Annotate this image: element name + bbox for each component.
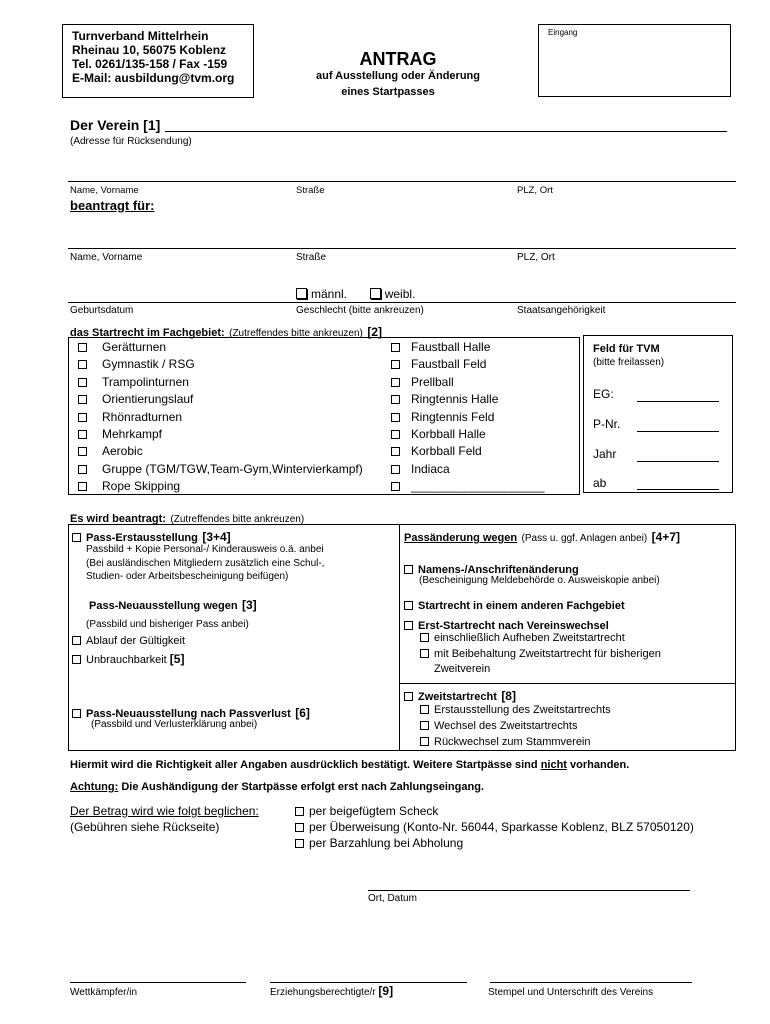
- neu-option-unbrauchbar[interactable]: [72, 652, 184, 666]
- eingang-label: Eingang: [548, 28, 578, 37]
- checkbox[interactable]: [78, 447, 87, 456]
- fachgebiet-item[interactable]: [391, 410, 544, 427]
- payment-option[interactable]: [295, 820, 694, 834]
- achtung-body: Die Aushändigung der Startpässe erfolgt erst nach Zahlungseingang.: [121, 781, 484, 793]
- fachgebiet-item[interactable]: [391, 427, 544, 444]
- payment-option[interactable]: [295, 836, 463, 850]
- erst-line: Passbild + Kopie Personal-/ Kinderausweis o.ä. anbei: [86, 544, 324, 555]
- zweit-sub-option[interactable]: [420, 704, 611, 716]
- tvm-jahr-label: Jahr: [593, 447, 617, 461]
- birth-line[interactable]: [68, 302, 736, 303]
- payment-label: per Überweisung (Konto-Nr. 56044, Sparkasse Koblenz, BLZ 57050120): [309, 820, 694, 834]
- staatsangehoerigkeit-label: Staatsangehörigkeit: [517, 305, 606, 316]
- erst-line: Studien- oder Arbeitsbescheinigung beifügen): [86, 571, 289, 582]
- fachgebiet-item[interactable]: [391, 479, 544, 496]
- namens-title: Namens-/Anschriftenänderung: [418, 564, 579, 576]
- maennl-label: männl.: [311, 287, 348, 301]
- beantragt-fuer-label: beantragt für:: [70, 198, 155, 213]
- erst-ref: [3+4]: [202, 530, 231, 544]
- confirm-part: vorhanden.: [570, 759, 630, 771]
- aenderung-title: Passänderung wegen: [404, 532, 518, 544]
- verein-sign-line[interactable]: [490, 982, 692, 983]
- verein-hint: (Adresse für Rücksendung): [70, 136, 192, 147]
- item-label: Orientierungslauf: [102, 392, 194, 407]
- item-label: Rhönradturnen: [102, 409, 183, 424]
- vereinswechsel-sub-option[interactable]: [420, 632, 625, 644]
- fachgebiet-item[interactable]: [391, 357, 544, 374]
- other-input[interactable]: ____________________: [411, 479, 545, 494]
- verein-name-label: Name, Vorname: [70, 185, 139, 196]
- checkbox[interactable]: [391, 465, 400, 474]
- item-label: Prellball: [411, 374, 454, 389]
- checkbox[interactable]: [391, 343, 400, 352]
- sub-label: Rückwechsel zum Stammverein: [434, 736, 591, 748]
- ablauf-label: Ablauf der Gültigkeit: [86, 635, 186, 647]
- bar-checkbox[interactable]: [295, 839, 304, 848]
- checkbox[interactable]: [420, 633, 429, 642]
- form-title: ANTRAG: [359, 49, 437, 69]
- fachgebiet-item[interactable]: [391, 444, 544, 461]
- item-label: Gerätturnen: [102, 340, 167, 354]
- geschlecht-label: Geschlecht (bitte ankreuzen): [296, 305, 424, 316]
- person-address-line[interactable]: [68, 248, 736, 249]
- fachgebiet-heading-bold: das Startrecht im Fachgebiet:: [70, 327, 225, 339]
- tvm-ab-label: ab: [593, 476, 607, 490]
- checkbox[interactable]: [391, 395, 400, 404]
- verein-sign-label: Stempel und Unterschrift des Vereins: [488, 987, 654, 998]
- item-label: Ringtennis Feld: [411, 409, 495, 424]
- unbrauchbar-checkbox[interactable]: [72, 655, 81, 664]
- person-plz-label: PLZ, Ort: [517, 252, 555, 263]
- checkbox[interactable]: [78, 413, 87, 422]
- item-label: Mehrkampf: [102, 426, 163, 441]
- checkbox[interactable]: [391, 413, 400, 422]
- fachgebiet-heading-hint: (Zutreffendes bitte ankreuzen): [229, 328, 363, 339]
- address-line: E-Mail: ausbildung@tvm.org: [72, 71, 235, 85]
- verein-label: Der Verein [1]: [70, 117, 161, 133]
- fachgebiet-left-list: [78, 340, 363, 497]
- address-line: Rheinau 10, 56075 Koblenz: [72, 43, 227, 57]
- checkbox[interactable]: [391, 378, 400, 387]
- checkbox[interactable]: [78, 482, 87, 491]
- person-name-label: Name, Vorname: [70, 252, 143, 263]
- item-label: Trampolinturnen: [102, 374, 189, 389]
- maennl-checkbox[interactable]: [296, 288, 307, 299]
- tvm-title: Feld für TVM: [593, 343, 660, 355]
- item-label: Aerobic: [102, 444, 143, 459]
- zweit-sub-option[interactable]: [420, 736, 591, 748]
- fachgebiet-item[interactable]: [78, 444, 363, 461]
- verlust-checkbox[interactable]: [72, 709, 81, 718]
- item-label: Rope Skipping: [102, 479, 181, 494]
- zweitstartrecht-checkbox[interactable]: [404, 692, 413, 701]
- checkbox[interactable]: [391, 447, 400, 456]
- startrecht-anders-label: Startrecht in einem anderen Fachgebiet: [418, 600, 625, 612]
- fachgebiet-item[interactable]: [78, 392, 363, 409]
- confirmation-text: [70, 759, 629, 771]
- checkbox[interactable]: [391, 360, 400, 369]
- verein-strasse-label: Straße: [296, 185, 325, 196]
- achtung-text: [70, 781, 484, 793]
- tvm-pnr-field[interactable]: [637, 431, 719, 432]
- sub-label: einschließlich Aufheben Zweitstartrecht: [434, 632, 625, 644]
- fachgebiet-item[interactable]: [78, 462, 363, 479]
- geburtsdatum-label: Geburtsdatum: [70, 305, 134, 316]
- neu-hint: (Passbild und bisheriger Pass anbei): [86, 619, 249, 630]
- startrecht-anders-checkbox[interactable]: [404, 601, 413, 610]
- checkbox[interactable]: [78, 430, 87, 439]
- checkbox[interactable]: [78, 343, 87, 352]
- ueberweisung-checkbox[interactable]: [295, 823, 304, 832]
- fachgebiet-item[interactable]: [78, 340, 363, 357]
- namens-hint: (Bescheinigung Meldebehörde o. Ausweiskopie anbei): [419, 575, 660, 586]
- confirm-nicht: nicht: [540, 759, 567, 771]
- verlust-hint: (Passbild und Verlusterklärung anbei): [91, 719, 258, 730]
- person-strasse-label: Straße: [296, 252, 327, 263]
- verein-line[interactable]: [165, 131, 727, 132]
- confirm-part: Hiermit wird die Richtigkeit aller Angaben ausdrücklich bestätigt. Weitere Startpässe sind: [70, 759, 538, 771]
- ort-datum-line[interactable]: [368, 890, 690, 891]
- item-label: Korbball Feld: [411, 444, 482, 459]
- sub-label-cont: Zweitverein: [434, 663, 491, 675]
- beantragt-divider: [399, 524, 400, 751]
- tvm-pnr-label: P-Nr.: [593, 417, 621, 431]
- tvm-hint: (bitte freilassen): [593, 357, 665, 368]
- fachgebiet-item[interactable]: [78, 357, 363, 374]
- fachgebiet-item[interactable]: [391, 340, 544, 357]
- sub-label: Wechsel des Zweitstartrechts: [434, 720, 578, 732]
- fachgebiet-heading-ref: [2]: [367, 325, 383, 339]
- fachgebiet-item[interactable]: [391, 462, 544, 479]
- neu-heading: [89, 596, 257, 614]
- item-label: Ringtennis Halle: [411, 392, 499, 407]
- zweit-sub-option[interactable]: [420, 720, 577, 732]
- payment-label: per beigefügtem Scheck: [309, 804, 439, 818]
- zweitstartrecht-option[interactable]: [404, 687, 516, 705]
- item-label: Faustball Feld: [411, 357, 487, 372]
- item-label: Korbball Halle: [411, 426, 486, 441]
- payment-label: per Barzahlung bei Abholung: [309, 836, 464, 850]
- checkbox[interactable]: [391, 482, 400, 491]
- item-label: Faustball Halle: [411, 340, 491, 354]
- achtung-label: Achtung:: [70, 781, 119, 793]
- vereinswechsel-checkbox[interactable]: [404, 621, 413, 630]
- address-line: Tel. 0261/135-158 / Fax -159: [72, 57, 228, 71]
- neu-title: Pass-Neuausstellung wegen: [89, 600, 238, 612]
- checkbox[interactable]: [78, 395, 87, 404]
- checkbox[interactable]: [420, 649, 429, 658]
- scheck-checkbox[interactable]: [295, 807, 304, 816]
- betrag-label: Der Betrag wird wie folgt beglichen:: [70, 804, 259, 818]
- tvm-jahr-field[interactable]: [637, 461, 719, 462]
- checkbox[interactable]: [78, 465, 87, 474]
- wettkaempfer-sign-line[interactable]: [70, 982, 246, 983]
- item-label: Indiaca: [411, 461, 450, 476]
- gender-options: [296, 287, 415, 301]
- address-line: Turnverband Mittelrhein: [72, 29, 209, 43]
- sub-label: mit Beibehaltung Zweitstartrecht für bisherigen: [434, 648, 661, 660]
- erst-title: Pass-Erstausstellung: [86, 532, 198, 544]
- erziehung-sign-line[interactable]: [270, 982, 467, 983]
- tvm-ab-field[interactable]: [637, 489, 719, 490]
- weibl-label: weibl.: [384, 287, 416, 301]
- eingang-box[interactable]: [538, 24, 731, 97]
- tvm-eg-field[interactable]: [637, 401, 719, 402]
- item-label: Gruppe (TGM/TGW,Team-Gym,Wintervierkampf): [102, 461, 363, 476]
- startrecht-anders-option[interactable]: [404, 596, 625, 614]
- aenderung-hint: (Pass u. ggf. Anlagen anbei): [521, 533, 648, 544]
- fachgebiet-right-list: [391, 340, 544, 497]
- unbrauchbar-ref: [5]: [169, 652, 185, 666]
- beantragt-heading-hint: (Zutreffendes bitte ankreuzen): [170, 514, 305, 525]
- erziehung-signature: [270, 984, 393, 998]
- erst-checkbox[interactable]: [72, 533, 81, 542]
- address-box: [62, 24, 254, 98]
- fachgebiet-item[interactable]: [391, 392, 544, 409]
- vereinswechsel-sub-option[interactable]: [420, 648, 661, 660]
- erst-line: (Bei ausländischen Mitgliedern zusätzlich eine Schul-,: [86, 557, 325, 569]
- tvm-field-box: [583, 335, 733, 493]
- verein-plz-label: PLZ, Ort: [517, 185, 553, 196]
- checkbox[interactable]: [78, 360, 87, 369]
- form-subtitle: auf Ausstellung oder Änderung: [316, 70, 480, 82]
- fachgebiet-item[interactable]: [391, 375, 544, 392]
- aenderung-ref: [4+7]: [651, 530, 680, 544]
- gebuehren-hint: (Gebühren siehe Rückseite): [70, 820, 220, 834]
- vereinswechsel-title: Erst-Startrecht nach Vereinswechsel: [418, 620, 609, 632]
- erziehung-ref: [9]: [378, 984, 394, 998]
- zweitstartrecht-ref: [8]: [501, 689, 516, 703]
- sub-label: Erstausstellung des Zweitstartrechts: [434, 704, 611, 716]
- checkbox[interactable]: [420, 721, 429, 730]
- ablauf-checkbox[interactable]: [72, 636, 81, 645]
- unbrauchbar-label: Unbrauchbarkeit: [86, 654, 167, 666]
- form-subtitle: eines Startpasses: [341, 86, 435, 98]
- erziehung-label: Erziehungsberechtigte/r: [270, 987, 376, 998]
- namens-checkbox[interactable]: [404, 565, 413, 574]
- beantragt-heading-bold: Es wird beantragt:: [70, 513, 166, 525]
- neu-ref: [3]: [242, 598, 257, 612]
- payment-option[interactable]: [295, 804, 438, 818]
- item-label: Gymnastik / RSG: [102, 357, 195, 372]
- fachgebiet-item[interactable]: [78, 375, 363, 392]
- weibl-checkbox[interactable]: [370, 288, 381, 299]
- checkbox[interactable]: [420, 705, 429, 714]
- tvm-eg-label: EG:: [593, 387, 614, 401]
- fachgebiet-item[interactable]: [78, 479, 363, 496]
- verlust-title: Pass-Neuausstellung nach Passverlust: [86, 708, 291, 720]
- wettkaempfer-label: Wettkämpfer/in: [70, 987, 138, 998]
- aenderung-heading: [404, 528, 680, 546]
- verein-address-line[interactable]: [68, 181, 736, 182]
- checkbox[interactable]: [78, 378, 87, 387]
- checkbox[interactable]: [420, 737, 429, 746]
- erst-lines: [86, 543, 324, 584]
- fachgebiet-item[interactable]: [78, 427, 363, 444]
- checkbox[interactable]: [391, 430, 400, 439]
- ort-datum-label: Ort, Datum: [368, 893, 417, 904]
- fachgebiet-item[interactable]: [78, 410, 363, 427]
- zweitstartrecht-title: Zweitstartrecht: [418, 691, 497, 703]
- neu-option-ablauf[interactable]: [72, 635, 185, 647]
- zweit-divider: [399, 683, 736, 684]
- verlust-ref: [6]: [295, 706, 310, 720]
